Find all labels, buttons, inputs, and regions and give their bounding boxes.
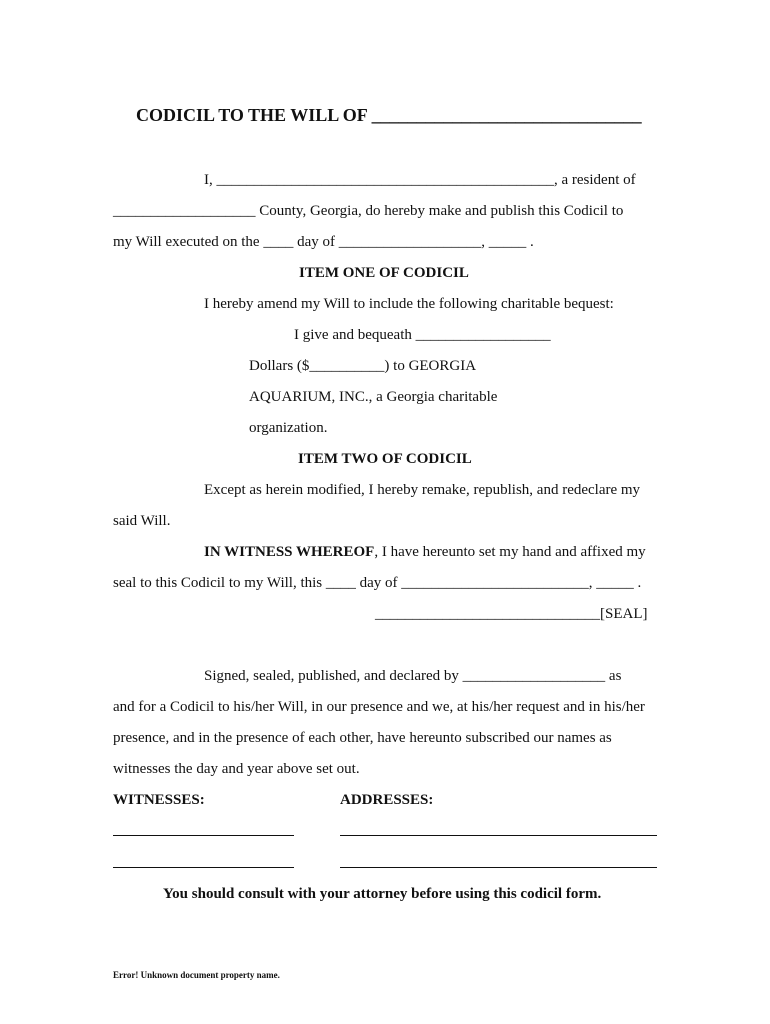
witness-clause-line-2: seal to this Codicil to my Will, this ____ day of _________________________, _____ .	[113, 575, 642, 591]
item-two-line-2: said Will.	[113, 513, 171, 529]
document-title: CODICIL TO THE WILL OF ______________________________	[136, 105, 642, 125]
witness-signature-line-1	[113, 835, 294, 836]
witness-clause-line-1	[204, 543, 646, 561]
item-one-heading: ITEM ONE OF CODICIL	[299, 265, 469, 281]
bequest-line-1: I give and bequeath __________________	[294, 327, 551, 343]
witness-clause-bold: IN WITNESS WHEREOF	[204, 544, 375, 560]
attestation-line-4: witnesses the day and year above set out.	[113, 761, 360, 777]
item-two-heading: ITEM TWO OF CODICIL	[298, 451, 472, 467]
addresses-label: ADDRESSES:	[340, 792, 434, 808]
bequest-line-2: Dollars ($__________) to GEORGIA	[249, 358, 477, 374]
bequest-line-4: organization.	[249, 420, 328, 436]
item-one-lead: I hereby amend my Will to include the following charitable bequest:	[204, 296, 614, 312]
witnesses-label: WITNESSES:	[113, 792, 205, 808]
seal-line: ______________________________[SEAL]	[375, 606, 648, 622]
address-line-1	[340, 835, 657, 836]
bequest-line-3: AQUARIUM, INC., a Georgia charitable	[249, 389, 498, 405]
attestation-line-1: Signed, sealed, published, and declared by ___________________ as	[204, 668, 622, 684]
intro-line-1: I, _____________________________________________, a resident of	[204, 172, 636, 188]
address-line-2	[340, 867, 657, 868]
footer-error-text: Error! Unknown document property name.	[113, 970, 280, 980]
item-two-line-1: Except as herein modified, I hereby remake, republish, and redeclare my	[204, 482, 641, 498]
witness-signature-line-2	[113, 867, 294, 868]
attorney-notice: You should consult with your attorney before using this codicil form.	[163, 886, 602, 902]
attestation-line-3: presence, and in the presence of each other, have hereunto subscribed our names as	[113, 730, 612, 746]
intro-line-3: my Will executed on the ____ day of ___________________, _____ .	[113, 234, 534, 250]
attestation-line-2: and for a Codicil to his/her Will, in our presence and we, at his/her request and in his/her	[113, 699, 645, 715]
intro-line-2: ___________________ County, Georgia, do hereby make and publish this Codicil to	[113, 203, 624, 219]
witness-clause-rest: , I have hereunto set my hand and affixed my	[374, 544, 646, 560]
